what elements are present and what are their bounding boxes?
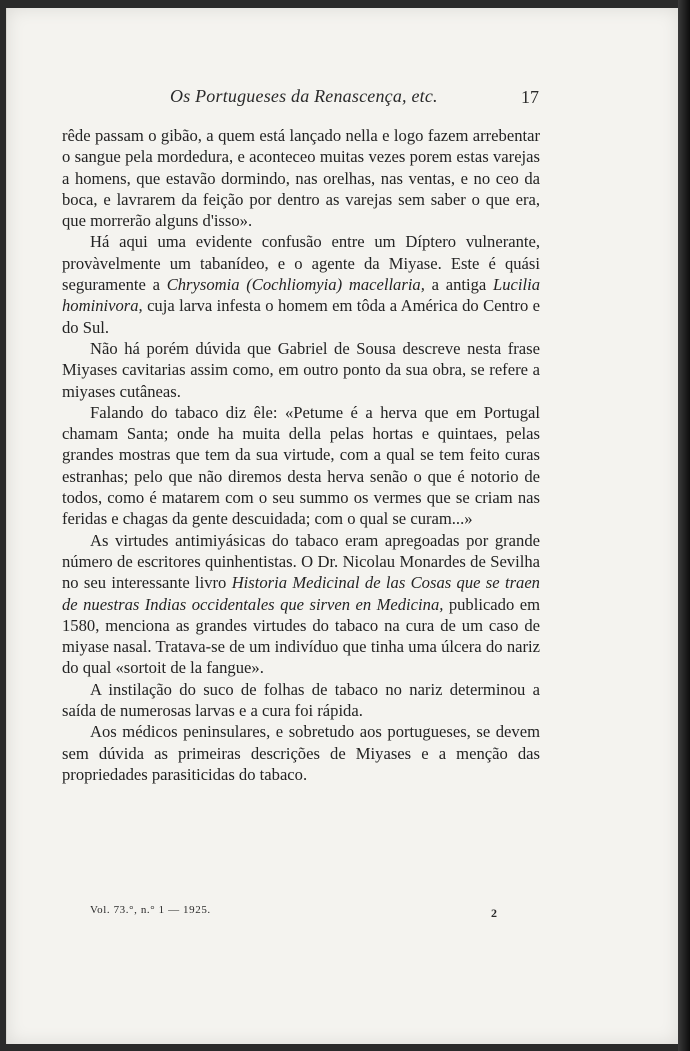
italic-species-name: Lucilia hominivora,	[62, 275, 541, 316]
text-segment: a antiga	[424, 275, 493, 295]
text-segment: As virtudes antimiyásicas do tabaco eram apregoadas por grande número de escritores quinhentistas. O Dr. Nicolau Monardes de Sevilha no seu interessante livro	[62, 530, 540, 593]
italic-book-title: Historia Medicinal de las Cosas que se traen de nuestras Indias occidentales que sirven en Medicina,	[62, 573, 540, 614]
text-segment: A instilação do suco de folhas de tabaco no nariz determinou a saída de numerosas larvas e a cura foi rápida.	[62, 679, 540, 721]
page-number: 17	[521, 87, 539, 107]
paragraph-6	[62, 679, 540, 722]
paragraph-3	[62, 338, 540, 402]
text-segment: publicado em 1580, menciona as grandes virtudes do tabaco na cura de um caso de miyase nasal. Tratava-se de um indivíduo que tinha uma úlcera do nariz do qual «sortoit de la fangue».	[62, 594, 540, 678]
text-segment: Falando do tabaco diz êle: «Petume é a herva que em Portugal chamam Santa; onde ha muita della pelas hortas e quintaes, pelas grandes mostras que tem da sua virtude, com a qual se tem feito curas estranhas; pelo que não diremos desta herva senão o que é notorio de todos, como é matarem com o seu summo os vermes que se criam nas feridas e chagas da gente descuidada; com o qual se curam...»	[62, 402, 540, 529]
italic-species-name: Chrysomia (Cochliomyia) macellaria,	[166, 275, 425, 295]
paragraph-2	[62, 231, 540, 337]
running-title: Os Portugueses da Renascença, etc.	[170, 86, 438, 106]
text-segment: Há aqui uma evidente confusão entre um Díptero vulnerante, provàvelmente um tabanídeo, e o agente da Miyase. Este é quási seguramente a	[62, 232, 540, 295]
paragraph-7	[62, 721, 540, 785]
body-text	[62, 125, 540, 785]
text-segment: rêde passam o gibão, a quem está lançado nella e logo fazem arrebentar o sangue pela mordedura, e aconteceo muitas vezes porem estas varejas a homens, que estavão dormindo, nas orelhas, nas ventas, e no ceo da boca, e lavrarem da feição por dentro as varejas sem saber o que era, que morrerão alguns d'isso».	[62, 126, 540, 231]
book-edge-shadow	[678, 0, 690, 1051]
text-segment: Aos médicos peninsulares, e sobretudo aos portugueses, se devem sem dúvida as primeiras descrições de Miyases e a menção das propriedades parasiticidas do tabaco.	[62, 722, 540, 784]
text-segment: Não há porém dúvida que Gabriel de Sousa descreve nesta frase Miyases cavitarias assim como, em outro ponto da sua obra, se refere a miyases cutâneas.	[62, 338, 540, 401]
paragraph-1	[62, 125, 540, 231]
paragraph-5	[62, 530, 540, 679]
page-header	[0, 86, 690, 110]
page-footer	[0, 904, 690, 924]
volume-line: Vol. 73.°, n.° 1 — 1925.	[90, 904, 211, 916]
signature-mark: 2	[491, 906, 497, 920]
paragraph-4	[62, 402, 540, 530]
text-segment: cuja larva infesta o homem em tôda a América do Centro e do Sul.	[62, 296, 540, 337]
